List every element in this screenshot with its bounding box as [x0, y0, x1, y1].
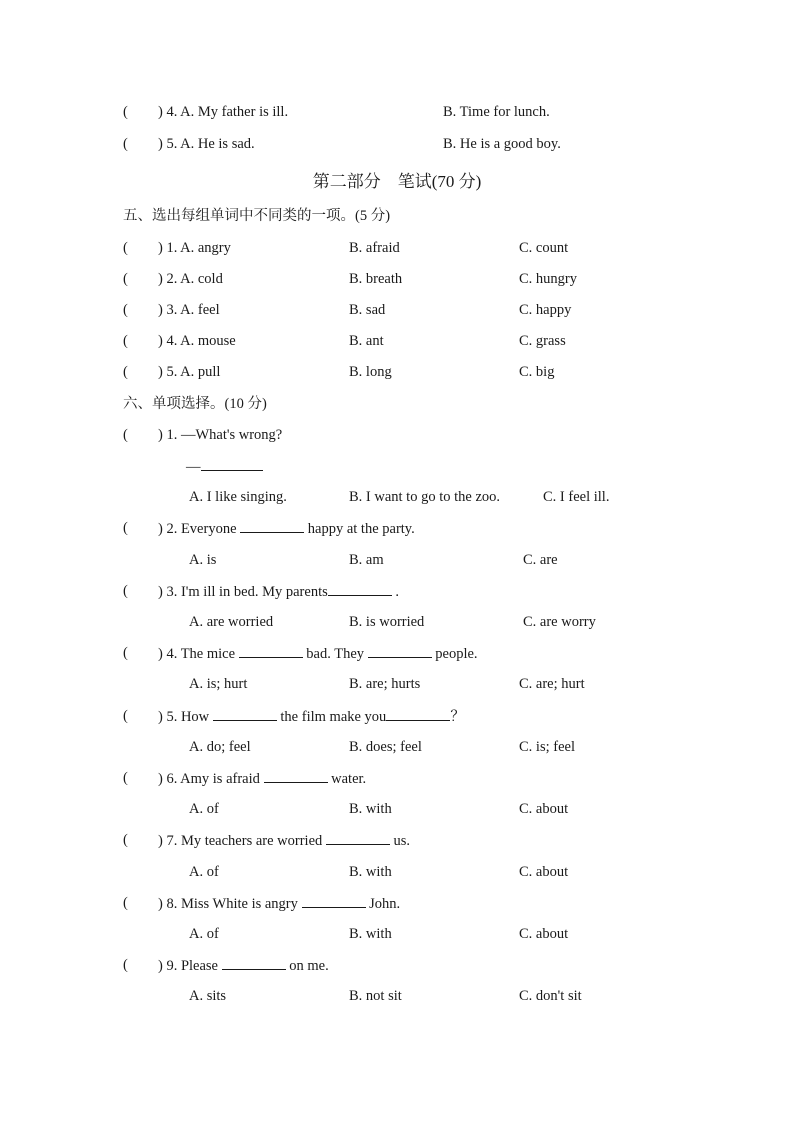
answer-paren: (	[123, 957, 128, 973]
question-text: us.	[389, 833, 411, 849]
question-text: ) 4. The mice	[158, 646, 239, 662]
reply-dash: —	[186, 459, 201, 475]
dialogue-reply-row	[0, 456, 794, 476]
option-a: A. sits	[189, 988, 227, 1004]
option-c: C. about	[519, 926, 569, 942]
option-b: B. is worried	[349, 614, 425, 630]
section6-heading: 六、单项选择。(10 分)	[123, 396, 267, 412]
question-text: ) 3. I'm ill in bed. My parents	[158, 584, 328, 600]
question-text: ) 2. Everyone	[158, 521, 241, 537]
question-options	[0, 799, 794, 819]
option-b: B. breath	[349, 271, 403, 287]
part2-title: 第二部分 笔试(70 分)	[312, 172, 482, 191]
option-b: B. ant	[349, 333, 384, 349]
option-a: A. I like singing.	[189, 489, 287, 505]
section5-item	[0, 331, 794, 351]
answer-blank	[240, 518, 304, 533]
option-c: C. I feel ill.	[543, 489, 610, 505]
section5-item	[0, 300, 794, 320]
option-c: C. happy	[519, 302, 572, 318]
answer-paren: (	[123, 333, 128, 349]
answer-paren: (	[123, 271, 128, 287]
question-text: .	[391, 584, 399, 600]
answer-blank	[239, 643, 303, 658]
question-stem	[0, 955, 794, 975]
option-a: A. is; hurt	[189, 676, 248, 692]
option-a: ) 2. A. cold	[158, 271, 223, 287]
option-a: A. is	[189, 552, 217, 568]
question-text: the film make you	[276, 709, 387, 725]
option-b: B. am	[349, 552, 384, 568]
answer-blank	[222, 955, 286, 970]
answer-paren: (	[123, 136, 128, 152]
question-stem	[0, 518, 794, 538]
answer-paren: (	[123, 364, 128, 380]
question-text: ) 1. —What's wrong?	[158, 427, 283, 443]
section5-item	[0, 362, 794, 382]
question-text: people.	[431, 646, 478, 662]
option-b: B. afraid	[349, 240, 400, 256]
answer-paren: (	[123, 104, 128, 120]
option-a: A. of	[189, 926, 219, 942]
option-a: A. do; feel	[189, 739, 251, 755]
option-c: C. big	[519, 364, 555, 380]
option-b: B. long	[349, 364, 392, 380]
question-options	[0, 986, 794, 1006]
answer-blank	[201, 456, 263, 471]
option-c: C. grass	[519, 333, 566, 349]
answer-paren: (	[123, 645, 128, 661]
question-text: ) 8. Miss White is angry	[158, 896, 302, 912]
question-stem	[0, 893, 794, 913]
answer-paren: (	[123, 708, 128, 724]
option-b: B. I want to go to the zoo.	[349, 489, 501, 505]
section5-heading: 五、选出每组单词中不同类的一项。(5 分)	[123, 208, 391, 224]
question-option-b: B. He is a good boy.	[443, 136, 561, 152]
listening-q4	[0, 102, 794, 122]
option-c: C. hungry	[519, 271, 577, 287]
question-options	[0, 550, 794, 570]
section5-heading-row	[0, 206, 794, 226]
answer-paren: (	[123, 427, 128, 443]
question-text: ) 9. Please	[158, 958, 222, 974]
option-c: C. is; feel	[519, 739, 575, 755]
answer-blank	[326, 830, 390, 845]
question-stem	[0, 425, 794, 445]
question-options	[0, 674, 794, 694]
question-text: bad. They	[302, 646, 368, 662]
question-stem	[0, 706, 794, 726]
option-a: ) 3. A. feel	[158, 302, 220, 318]
question-option-a: ) 4. A. My father is ill.	[158, 104, 289, 120]
part2-title-row	[0, 170, 794, 194]
option-a: ) 5. A. pull	[158, 364, 221, 380]
option-b: B. sad	[349, 302, 386, 318]
question-stem	[0, 768, 794, 788]
question-options	[0, 487, 794, 507]
option-c: C. about	[519, 864, 569, 880]
question-options	[0, 924, 794, 944]
answer-blank	[328, 581, 392, 596]
option-b: B. are; hurts	[349, 676, 421, 692]
section5-item	[0, 269, 794, 289]
answer-paren: (	[123, 583, 128, 599]
answer-paren: (	[123, 520, 128, 536]
answer-paren: (	[123, 832, 128, 848]
answer-blank	[368, 643, 432, 658]
answer-blank	[264, 768, 328, 783]
option-a: A. of	[189, 864, 219, 880]
question-options	[0, 612, 794, 632]
question-options	[0, 737, 794, 757]
answer-paren: (	[123, 895, 128, 911]
answer-paren: (	[123, 770, 128, 786]
question-options	[0, 862, 794, 882]
answer-blank	[386, 706, 450, 721]
question-text: John.	[365, 896, 401, 912]
listening-q5	[0, 134, 794, 154]
option-b: B. does; feel	[349, 739, 422, 755]
question-text: happy at the party.	[304, 521, 415, 537]
option-b: B. with	[349, 801, 392, 817]
question-stem	[0, 830, 794, 850]
option-c: C. are	[523, 552, 558, 568]
option-b: B. not sit	[349, 988, 402, 1004]
question-option-b: B. Time for lunch.	[443, 104, 550, 120]
question-stem	[0, 581, 794, 601]
option-c: C. are; hurt	[519, 676, 585, 692]
question-stem	[0, 643, 794, 663]
question-option-a: ) 5. A. He is sad.	[158, 136, 255, 152]
option-b: B. with	[349, 926, 392, 942]
answer-paren: (	[123, 240, 128, 256]
option-a: A. are worried	[189, 614, 274, 630]
section6-heading-row	[0, 394, 794, 414]
option-b: B. with	[349, 864, 392, 880]
option-c: C. are worry	[523, 614, 596, 630]
option-a: ) 1. A. angry	[158, 240, 231, 256]
question-text: ) 5. How	[158, 709, 213, 725]
answer-blank	[213, 706, 277, 721]
answer-paren: (	[123, 302, 128, 318]
question-text: ) 7. My teachers are worried	[158, 833, 326, 849]
option-c: C. don't sit	[519, 988, 582, 1004]
question-text: ) 6. Amy is afraid	[158, 771, 264, 787]
question-text: on me.	[285, 958, 329, 974]
answer-blank	[302, 893, 366, 908]
option-a: ) 4. A. mouse	[158, 333, 236, 349]
question-text: ？	[450, 709, 465, 725]
question-text: water.	[327, 771, 367, 787]
option-c: C. about	[519, 801, 569, 817]
option-a: A. of	[189, 801, 219, 817]
option-c: C. count	[519, 240, 569, 256]
section5-item	[0, 238, 794, 258]
